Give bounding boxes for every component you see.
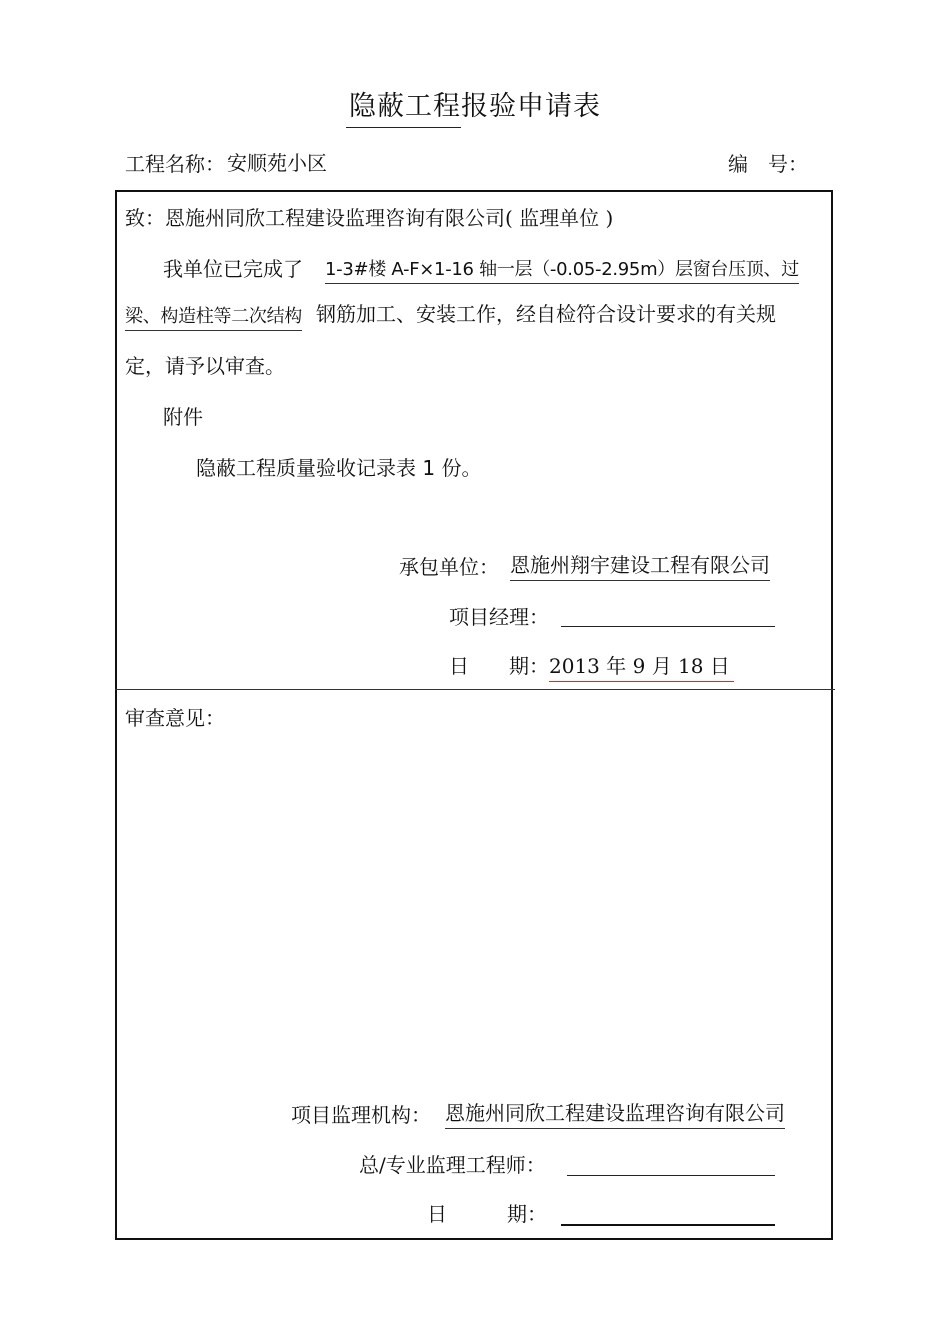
intro-text: 我单位已完成了 [163, 257, 303, 281]
agency-name: 恩施州同欣工程建设监理咨询有限公司 [445, 1097, 785, 1129]
to-line: 致：恩施州同欣工程建设监理咨询有限公司( 监理单位 ) [125, 206, 614, 230]
engineer-label: 总/专业监理工程师： [359, 1153, 546, 1177]
manager-label: 项目经理： [449, 605, 549, 629]
continuation-text: 钢筋加工、安装工作，经自检符合设计要求的有关规 [316, 302, 776, 326]
review-opinion-label: 审查意见： [125, 706, 225, 730]
engineer-signature-line [567, 1175, 775, 1176]
contractor-label: 承包单位： [399, 555, 499, 579]
section-divider [115, 689, 835, 690]
contractor-name: 恩施州翔宇建设工程有限公司 [510, 549, 770, 581]
review-date-line [561, 1224, 775, 1226]
application-date: 2013 年 9 月 18 日 [549, 650, 734, 682]
work-description-part2: 梁、构造柱等二次结构 [125, 302, 302, 331]
review-date-label: 日 期： [427, 1202, 547, 1226]
date-label: 日 期： [449, 654, 549, 678]
agency-label: 项目监理机构： [291, 1103, 431, 1127]
title-underline [346, 127, 461, 128]
number-label: 编 号： [728, 152, 808, 176]
attachment-item: 隐蔽工程质量验收记录表 1 份。 [196, 456, 482, 480]
attachment-label: 附件 [163, 405, 203, 429]
work-description-part1: 1-3#楼 A-F×1-16 轴一层（-0.05-2.95m）层窗台压顶、过 [325, 255, 799, 284]
manager-signature-line [561, 626, 775, 627]
closing-text: 定，请予以审查。 [125, 354, 285, 378]
project-label: 工程名称： [125, 152, 225, 176]
page-title: 隐蔽工程报验申请表 [349, 91, 601, 122]
project-name: 安顺苑小区 [227, 151, 327, 175]
